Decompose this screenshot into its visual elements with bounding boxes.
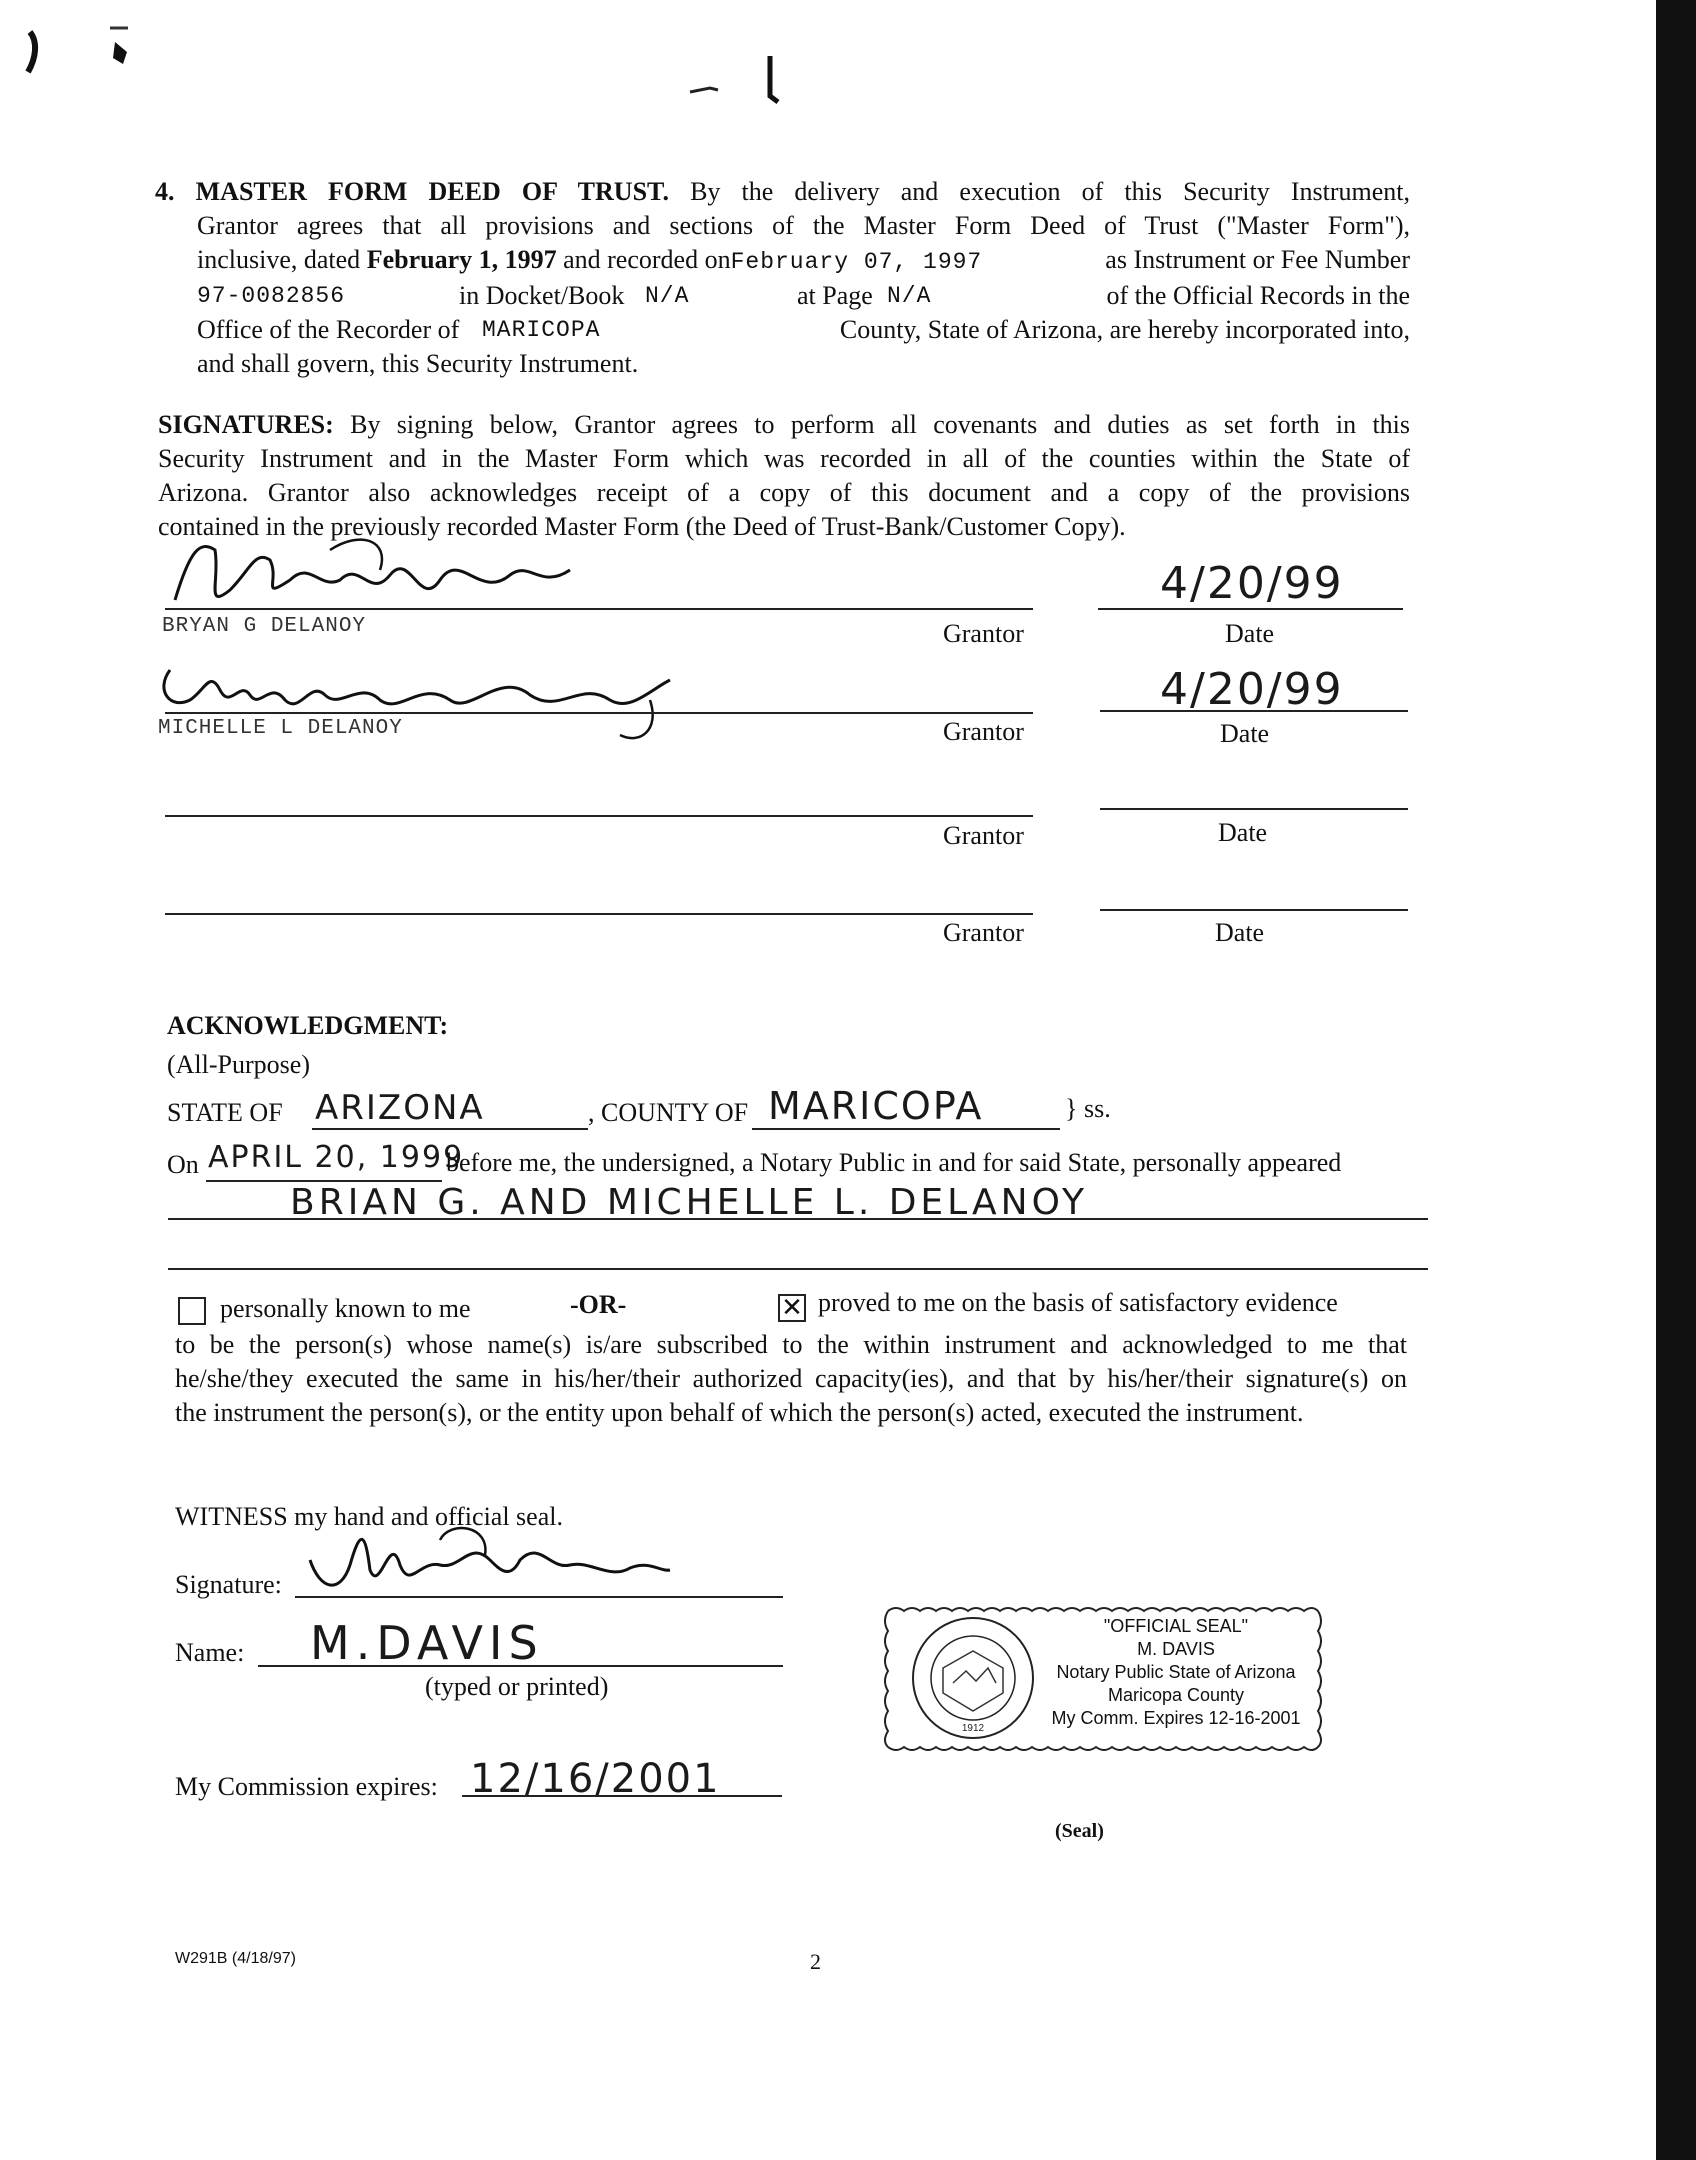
ack-body-line-1: to be the person(s) whose name(s) is/are subscribed to the within instrument and acknowledged to me that: [175, 1330, 1407, 1359]
grantor-4-label: Grantor: [943, 918, 1024, 947]
section-4-line-3: [197, 243, 1410, 279]
page-label: at Page: [797, 281, 873, 310]
ss-label: } ss.: [1065, 1094, 1111, 1123]
county-state-text: County, State of Arizona, are hereby incorporated into,: [839, 315, 1410, 344]
date-4-label: Date: [1215, 918, 1265, 947]
grantor-2-typed-name: MICHELLE L DELANOY: [158, 717, 403, 740]
section-heading: MASTER FORM DEED OF TRUST.: [195, 177, 669, 206]
recorder-label: Office of the Recorder of: [197, 315, 460, 344]
acknowledgment-subheading: (All-Purpose): [167, 1050, 310, 1079]
signatures-text: By signing below, Grantor agrees to perform all covenants and duties as set forth in this: [350, 410, 1411, 439]
scan-marks: [20, 20, 140, 80]
section-4-text: By the delivery and execution of this Security Instrument,: [690, 177, 1410, 206]
recorder-county: MARICOPA: [482, 317, 601, 343]
commission-label: My Commission expires:: [175, 1772, 438, 1801]
grantor-4-line: [165, 913, 1033, 915]
commission-line: [462, 1795, 782, 1797]
grantor-2-label: Grantor: [943, 717, 1024, 746]
section-4-line-6: and shall govern, this Security Instrument.: [197, 349, 639, 378]
appeared-line-2: [168, 1268, 1428, 1270]
county-label: , COUNTY OF: [588, 1098, 749, 1127]
typed-note: (typed or printed): [425, 1672, 609, 1701]
ack-body-line-2: he/she/they executed the same in his/her/their authorized capacity(ies), and that by his/her/their signature(s) on: [175, 1364, 1407, 1393]
emblem-year: 1912: [961, 1723, 985, 1734]
on-label: On: [167, 1150, 199, 1179]
section-4-line-4: [197, 279, 1410, 313]
date-2-label: Date: [1220, 719, 1270, 748]
grantor-2-line: [165, 712, 1033, 714]
acknowledgment-body: [175, 1328, 1407, 1430]
option-2-label: proved to me on the basis of satisfactory evidence: [818, 1288, 1338, 1317]
personally-known-checkbox[interactable]: [178, 1297, 206, 1325]
signatures-heading: SIGNATURES:: [158, 410, 334, 439]
signature-label: Signature:: [175, 1570, 282, 1599]
seal-line-1: "OFFICIAL SEAL": [1103, 1616, 1249, 1636]
name-line: [258, 1665, 783, 1667]
date-1-label: Date: [1225, 619, 1275, 648]
option-1-label: personally known to me: [220, 1294, 471, 1323]
on-date-value: APRIL 20, 1999: [208, 1140, 465, 1175]
date-2-value: 4/20/99: [1160, 664, 1344, 715]
state-value: ARIZONA: [315, 1088, 485, 1128]
acknowledgment-heading: ACKNOWLEDGMENT:: [167, 1011, 449, 1040]
date-2-line: [1100, 710, 1408, 712]
seal-line-4: Maricopa County: [1107, 1685, 1245, 1705]
recorded-label: and recorded on: [563, 245, 731, 274]
seal-caption: (Seal): [1055, 1820, 1104, 1842]
grantor-1-label: Grantor: [943, 619, 1024, 648]
date-3-line: [1100, 808, 1408, 810]
seal-line-3: Notary Public State of Arizona: [1056, 1662, 1296, 1682]
page-number: 2: [810, 1949, 821, 1974]
name-value: M.DAVIS: [310, 1616, 544, 1670]
scan-marks-center: [680, 50, 800, 110]
grantor-3-line: [165, 815, 1033, 817]
or-label: -OR-: [570, 1290, 627, 1319]
signatures-line-4: contained in the previously recorded Master Form (the Deed of Trust-Bank/Customer Copy).: [158, 512, 1126, 541]
grantor-1-typed-name: BRYAN G DELANOY: [162, 615, 367, 638]
date-4-line: [1100, 909, 1408, 911]
date-1-value: 4/20/99: [1160, 558, 1344, 609]
grantor-3-label: Grantor: [943, 821, 1024, 850]
appeared-value: BRIAN G. AND MICHELLE L. DELANOY: [290, 1182, 1088, 1223]
witness-text: WITNESS my hand and official seal.: [175, 1502, 563, 1531]
signatures-line-2: Security Instrument and in the Master Form which was recorded in all of the counties within the State of: [158, 444, 1410, 473]
state-seal-emblem: [908, 1613, 1038, 1743]
grantor-1-signature: [160, 520, 580, 630]
signatures-line-1: [158, 408, 1410, 442]
instrument-number: 97-0082856: [197, 283, 346, 309]
state-label: STATE OF: [167, 1098, 283, 1127]
seal-line-5: My Comm. Expires 12-16-2001: [1051, 1708, 1301, 1728]
name-label: Name:: [175, 1638, 245, 1667]
notary-signature: [300, 1510, 680, 1610]
records-label: of the Official Records in the: [1106, 281, 1410, 310]
section-4-line-2: Grantor agrees that all provisions and sections of the Master Form Deed of Trust ("Master Form"),: [197, 211, 1410, 240]
docket-value: N/A: [645, 283, 690, 309]
commission-value: 12/16/2001: [470, 1756, 721, 1802]
form-id: W291B (4/18/97): [175, 1950, 296, 1967]
section-number: 4.: [155, 177, 175, 206]
section-4-line-1: [155, 175, 1410, 209]
section-4-line-5: [197, 313, 1410, 347]
signatures-line-3: Arizona. Grantor also acknowledges receipt of a copy of this document and a copy of the provisions: [158, 478, 1410, 507]
state-line: [312, 1128, 588, 1130]
section-4-body: [197, 209, 1410, 381]
ack-body-line-3: the instrument the person(s), or the entity upon behalf of which the person(s) acted, executed the instrument.: [175, 1398, 1304, 1427]
docket-label: in Docket/Book: [459, 281, 625, 310]
county-line: [752, 1128, 1060, 1130]
county-value: MARICOPA: [768, 1084, 984, 1128]
date-3-label: Date: [1218, 818, 1268, 847]
appeared-line-1: [168, 1218, 1428, 1220]
on-rest-text: before me, the undersigned, a Notary Public in and for said State, personally appeared: [446, 1148, 1342, 1177]
date-1-line: [1098, 608, 1403, 610]
scan-edge-bar: [1656, 0, 1696, 2160]
page-value: N/A: [887, 283, 932, 309]
instrument-label: as Instrument or Fee Number: [1105, 245, 1410, 274]
dated-label: inclusive, dated: [197, 245, 361, 274]
section-4: [155, 175, 1410, 209]
grantor-1-line: [165, 608, 1033, 610]
seal-line-2: M. DAVIS: [1137, 1639, 1215, 1659]
dated-value: February 1, 1997: [366, 245, 557, 274]
proved-evidence-check-mark: ✕: [781, 1293, 803, 1323]
signature-line: [295, 1596, 783, 1598]
recorded-on-value: February 07, 1997: [730, 249, 983, 275]
